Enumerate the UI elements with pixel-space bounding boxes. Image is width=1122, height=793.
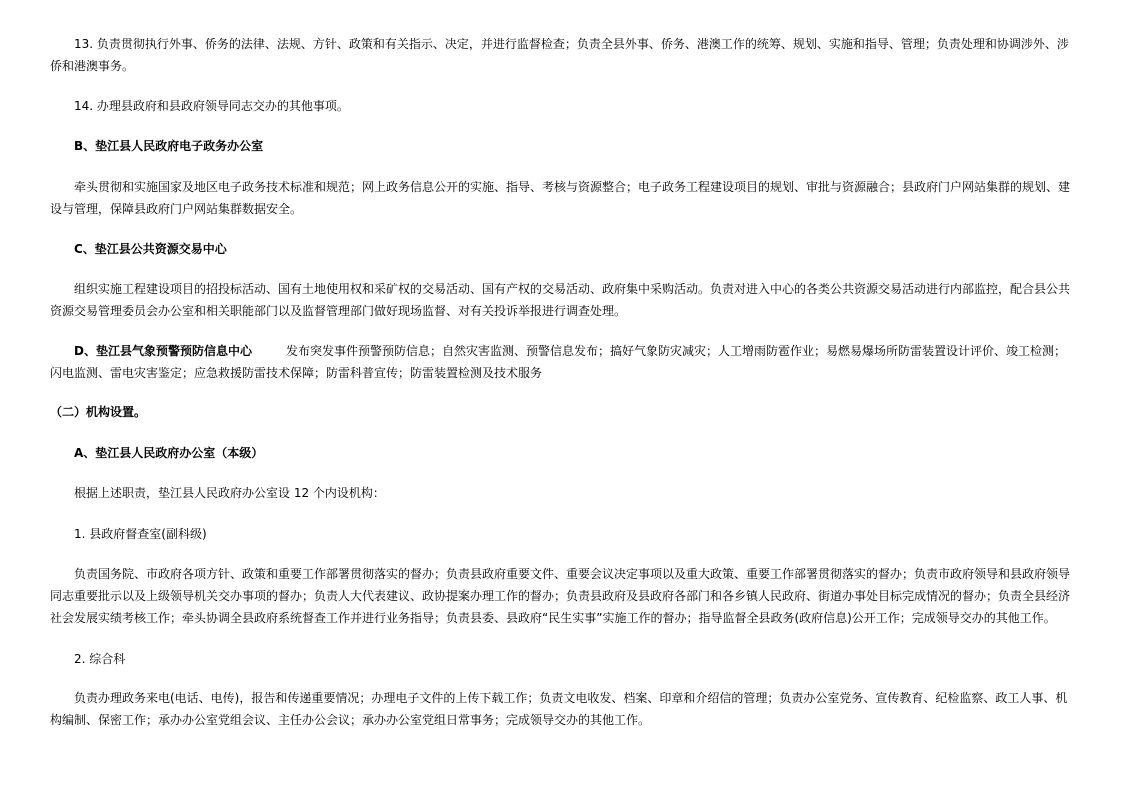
- paragraph-item-14: 14. 办理县政府和县政府领导同志交办的其他事项。: [74, 99, 349, 113]
- paragraph-unit-2-duties: 负责办理政务来电(电话、电传)，报告和传递重要情况；办理电子文件的上传下载工作；负责文电收发、档案、印章和介绍信的管理；负责办公室党务、宣传教育、纪检监察、政工人事、机构编制、保密工作；承办办公室党组会议、主任办公会议；承办办公室党组日常事务；完成领导交办的其他工作。: [50, 691, 1068, 727]
- paragraph-item-13: 13. 负责贯彻执行外事、侨务的法律、法规、方针、政策和有关指示、决定，并进行监督检查；负责全县外事、侨务、港澳工作的统筹、规划、实施和指导、管理；负责处理和协调涉外、涉侨和港澳事务。: [50, 37, 1069, 73]
- heading-public-resource-center: C、垫江县公共资源交易中心: [74, 242, 227, 256]
- paragraph-internal-units: 根据上述职责，垫江县人民政府办公室设 12 个内设机构：: [74, 486, 385, 500]
- heading-organization-setup: （二）机构设置。: [50, 405, 147, 419]
- paragraph-unit-1-duties: 负责国务院、市政府各项方针、政策和重要工作部署贯彻落实的督办；负责县政府重要文件、重要会议决定事项以及重大政策、重要工作部署贯彻落实的督办；负责市政府领导和县政府领导同志重要批示以及上级领导机关交办事项的督办；负责人大代表建议、政协提案办理工作的督办；负责县政府及县政府各部门和各乡镇人民政府、街道办事处目标完成情况的督办；负责全县经济社会发展实绩考核工作；牵头协调全县政府系统督查工作并进行业务指导；负责县委、县政府“民生实事”实施工作的督办；指导监督全县政务(政府信息)公开工作；完成领导交办的其他工作。: [50, 567, 1071, 625]
- heading-weather-center: D、垫江县气象预警预防信息中心: [74, 344, 252, 358]
- paragraph-weather-center: [50, 340, 1076, 384]
- paragraph-public-resource-duties: 组织实施工程建设项目的招投标活动、国有土地使用权和采矿权的交易活动、国有产权的交易活动、政府集中采购活动。负责对进入中心的各类公共资源交易活动进行内部监控，配合县公共资源交易管理委员会办公室和相关职能部门以及监督管理部门做好现场监督、对有关投诉举报进行调查处理。: [50, 282, 1071, 318]
- heading-e-gov-office: B、垫江县人民政府电子政务办公室: [74, 139, 264, 153]
- paragraph-e-gov-duties: 牵头贯彻和实施国家及地区电子政务技术标准和规范；网上政务信息公开的实施、指导、考核与资源整合；电子政务工程建设项目的规划、审批与资源融合；县政府门户网站集群的规划、建设与管理，保障县政府门户网站集群数据安全。: [50, 180, 1071, 216]
- heading-gov-office-level: A、垫江县人民政府办公室（本级）: [74, 446, 264, 460]
- paragraph-unit-1-title: 1. 县政府督查室(副科级): [74, 527, 207, 541]
- paragraph-unit-2-title: 2. 综合科: [74, 652, 126, 666]
- weather-center-duties: 发布突发事件预警预防信息；自然灾害监测、预警信息发布；搞好气象防灾减灾；人工增雨防雹作业；易燃易爆场所防雷装置设计评价、竣工检测；闪电监测、雷电灾害鉴定；应急救援防雷技术保障；防雷科普宣传；防雷装置检测及技术服务: [50, 344, 1066, 380]
